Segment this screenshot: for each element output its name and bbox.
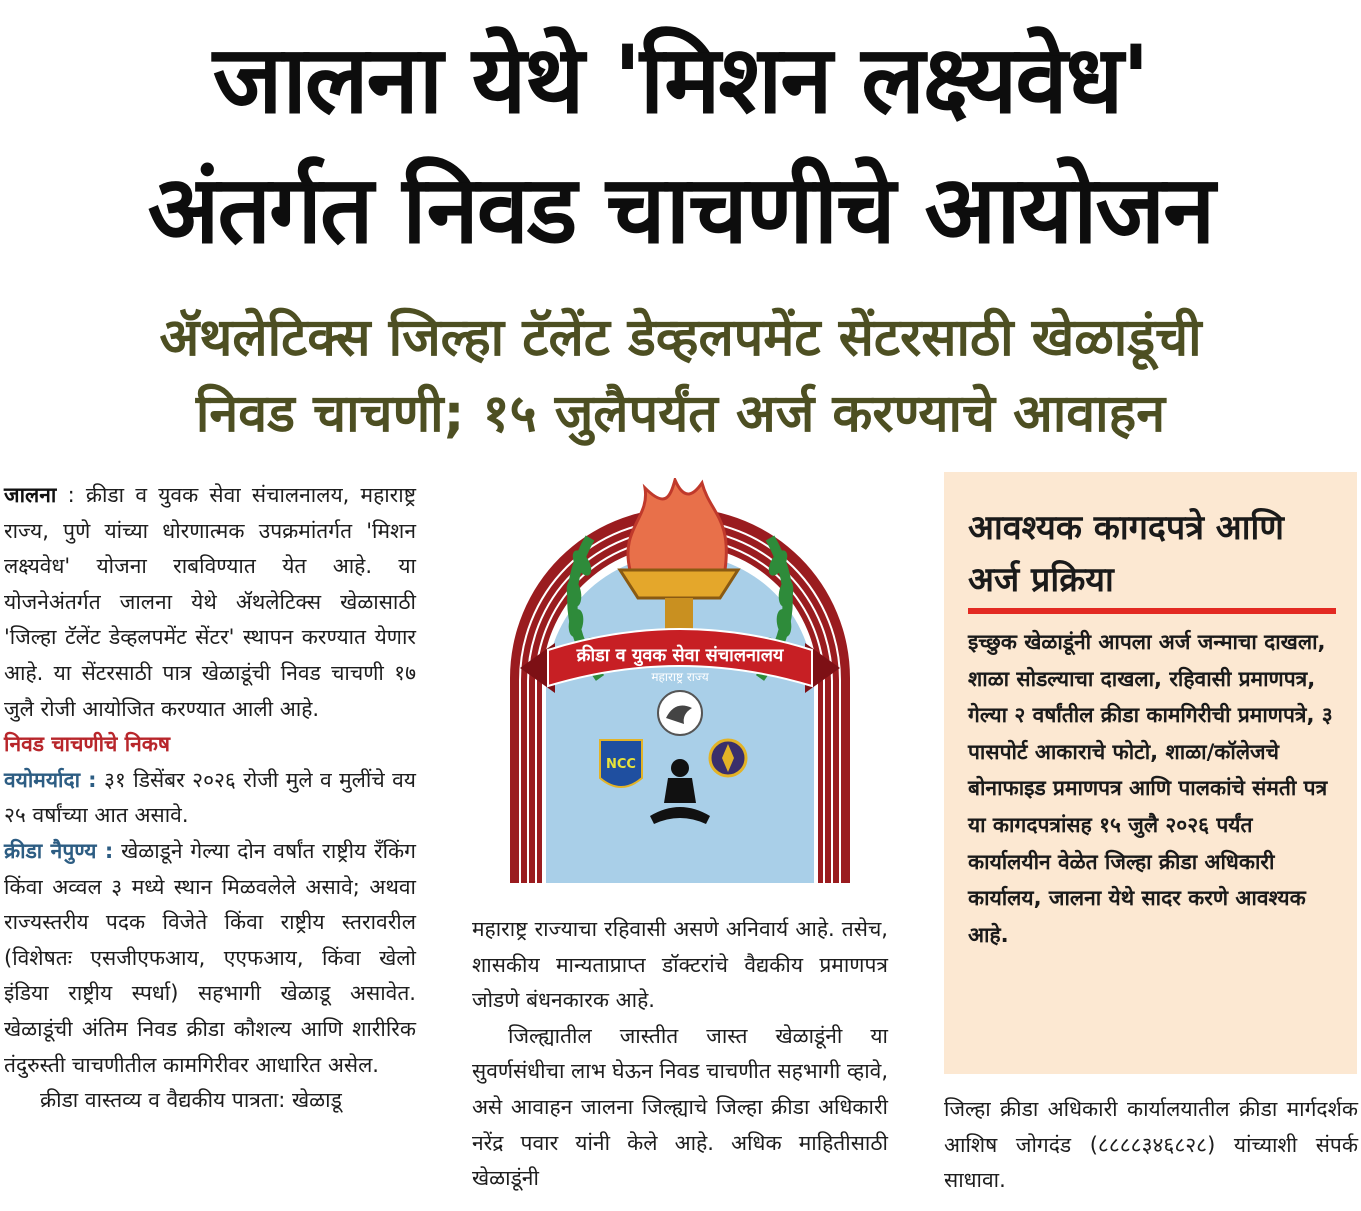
article-column-2 (472, 912, 888, 1197)
paragraph-age (4, 763, 416, 834)
documents-sidebar (944, 472, 1357, 1074)
subheadline-line-2: निवड चाचणी; १५ जुलैपर्यंत अर्ज करण्याचे आवाहन (195, 384, 1166, 444)
torch-flame (628, 480, 726, 570)
sidebar-title: आवश्यक कागदपत्रे आणि अर्ज प्रक्रिया (968, 508, 1284, 600)
intro-text: : क्रीडा व युवक सेवा संचालनालय, महाराष्ट्र राज्य, पुणे यांच्या धोरणात्मक उपक्रमांतर्गत 'मिशन लक्ष्यवेध' योजना राबविण्यात येत आहे. या योजनेअंतर्गत जालना येथे ॲथलेटिक्स खेळासाठी 'जिल्हा टॅलेंट डेव्हलपमेंट सेंटर' स्थापन करण्यात येणार आहे. या सेंटरसाठी पात्र खेळाडूंची निवड चाचणी १७ जुलै रोजी आयोजित करण्यात आली आहे. (4, 483, 416, 721)
criteria-heading: निवड चाचणीचे निकष (4, 732, 171, 757)
headline-line-1: जालना येथे 'मिशन लक्ष्यवेध' (212, 26, 1149, 135)
paragraph-residency: महाराष्ट्र राज्याचा रहिवासी असणे अनिवार्य आहे. तसेच, शासकीय मान्यताप्राप्त डॉक्टरांचे वैद्यकीय प्रमाणपत्र जोडणे बंधनकारक आहे. (472, 917, 888, 1013)
age-text: ३१ डिसेंबर २०२६ रोजी मुले व मुलींचे वय २५ वर्षांच्या आत असावे. (4, 767, 416, 828)
headline-line-2: अंतर्गत निवड चाचणीचे आयोजन (147, 156, 1214, 265)
age-label: वयोमर्यादा : (4, 767, 97, 792)
logo-banner-text: क्रीडा व युवक सेवा संचालनालय (576, 645, 784, 666)
logo-emblem (470, 478, 890, 898)
sidebar-body: इच्छुक खेळाडूंनी आपला अर्ज जन्माचा दाखला, शाळा सोडल्याचा दाखला, रहिवासी प्रमाणपत्र, गेल्या २ वर्षांतील क्रीडा कामगिरीची प्रमाणपत्रे, ३ पासपोर्ट आकाराचे फोटो, शाळा/कॉलेजचे बोनाफाइड प्रमाणपत्र आणि पालकांचे संमती पत्र या कागदपत्रांसह १५ जुलै २०२६ पर्यंत कार्यालयीन वेळेत जिल्हा क्रीडा अधिकारी कार्यालय, जालना येथे सादर करणे आवश्यक आहे. (968, 630, 1333, 947)
skill-label: क्रीडा नैपुण्य : (4, 838, 114, 863)
dateline: जालना (4, 483, 57, 507)
torch-cup (620, 570, 738, 598)
ncc-badge-text: NCC (606, 757, 636, 772)
paragraph-intro (4, 478, 416, 727)
skill-text: खेळाडूने गेल्या दोन वर्षांत राष्ट्रीय रँकिंग किंवा अव्वल ३ मध्ये स्थान मिळवलेले असावे; अथवा राज्यस्तरीय पदक विजेते किंवा राष्ट्रीय स्तरावरील (विशेषतः एसजीएफआय, एएफआय, किंवा खेलो इंडिया राष्ट्रीय स्पर्धा) सहभागी खेळाडू असावेत. खेळाडूंची अंतिम निवड क्रीडा कौशल्य आणि शारीरिक तंदुरुस्ती चाचणीतील कामगिरीवर आधारित असेल. (4, 838, 417, 1077)
logo-sub-text: महाराष्ट्र राज्य (651, 670, 709, 684)
department-logo (470, 478, 890, 898)
article-column-3 (944, 1092, 1358, 1199)
paragraph-contact: जिल्हा क्रीडा अधिकारी कार्यालयातील क्रीडा मार्गदर्शक आशिष जोगदंड (८८८८३४६८२८) यांच्याशी संपर्क साधावा. (944, 1097, 1358, 1193)
article-column-1 (4, 478, 416, 1119)
subheadline-line-1: ॲथलेटिक्स जिल्हा टॅलेंट डेव्हलपमेंट सेंटरसाठी खेळाडूंची (159, 308, 1202, 368)
paragraph-appeal: जिल्ह्यातील जास्तीत जास्त खेळाडूंनी या सुवर्णसंधीचा लाभ घेऊन निवड चाचणीत सहभागी व्हावे, असे आवाहन जालना जिल्ह्याचे जिल्हा क्रीडा अधिकारी नरेंद्र पवार यांनी केले आहे. अधिक माहितीसाठी खेळाडूंनी (472, 1023, 888, 1191)
sidebar-divider (968, 608, 1336, 614)
paragraph-eligibility: क्रीडा वास्तव्य व वैद्यकीय पात्रता: खेळाडू (40, 1088, 342, 1113)
paragraph-skill (4, 834, 416, 1083)
